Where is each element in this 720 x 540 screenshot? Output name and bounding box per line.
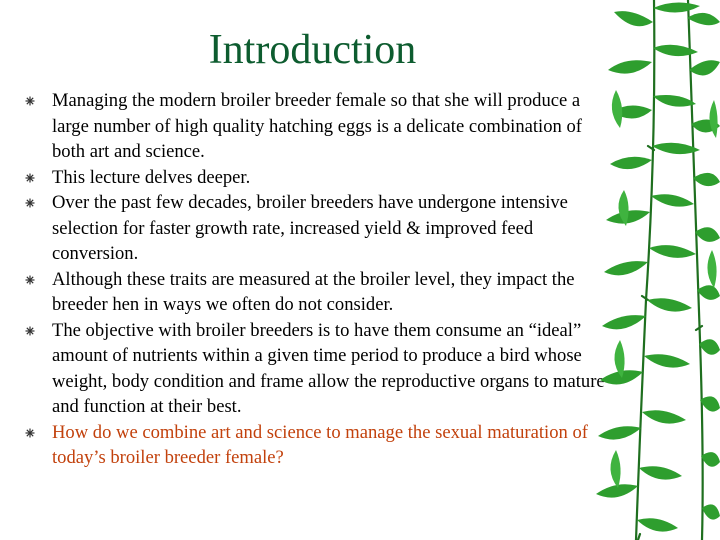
bullet-item (22, 267, 610, 318)
bullet-item-highlight (22, 420, 610, 471)
bullet-item (22, 190, 610, 267)
snowflake-bullet-icon (25, 428, 35, 438)
snowflake-bullet-icon (25, 96, 35, 106)
bullet-text: Managing the modern broiler breeder female so that she will produce a large number of high quality hatching eggs is a delicate combination of both art and science. (52, 90, 582, 162)
snowflake-bullet-icon (25, 326, 35, 336)
bullet-text: The objective with broiler breeders is to have them consume an “ideal” amount of nutrients within a given time period to produce a bird whose weight, body condition and frame allow the reproductive organs to mature and function at their best. (52, 319, 605, 417)
bullet-text: Over the past few decades, broiler breeders have undergone intensive selection for faster growth rate, increased yield & improved feed conversion. (52, 192, 568, 264)
bullet-text: Although these traits are measured at the broiler level, they impact the breeder hen in ways we often do not consider. (52, 268, 575, 315)
bullet-list (22, 88, 610, 471)
bullet-item (22, 318, 610, 420)
bullet-text: How do we combine art and science to manage the sexual maturation of today’s broiler breeder female? (52, 421, 588, 468)
bullet-text: This lecture delves deeper. (52, 166, 251, 188)
bamboo-decoration-icon (596, 0, 720, 540)
snowflake-bullet-icon (25, 173, 35, 183)
slide-title: Introduction (208, 27, 417, 73)
snowflake-bullet-icon (25, 275, 35, 285)
bullet-item (22, 88, 610, 165)
bullet-item (22, 165, 610, 191)
snowflake-bullet-icon (25, 198, 35, 208)
